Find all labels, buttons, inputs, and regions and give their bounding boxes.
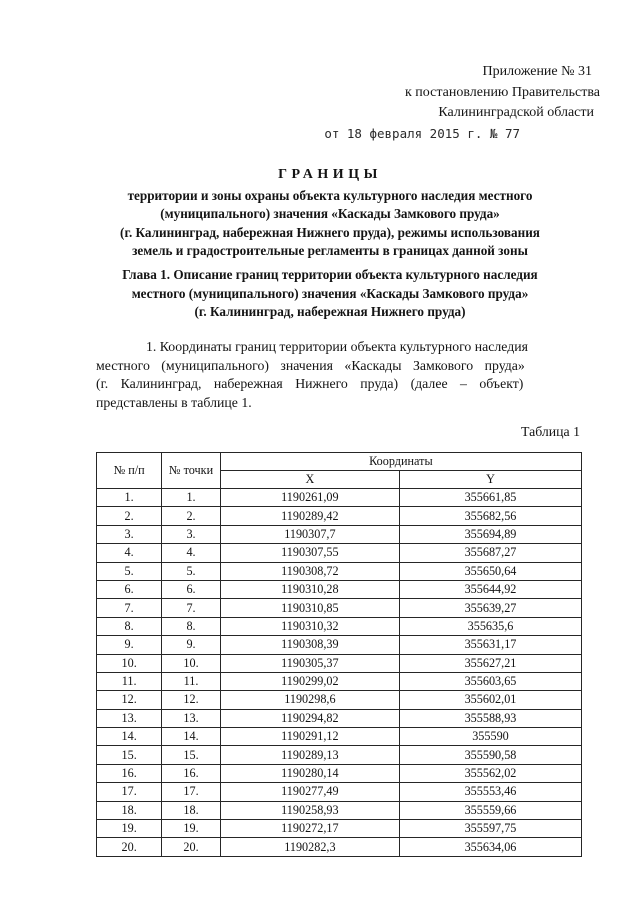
coord-y: 355631,17 [399,636,581,654]
table-row [97,525,582,543]
point-number: 7. [162,599,221,617]
coord-x: 1190305,37 [220,654,399,672]
table-row [97,636,582,654]
coord-y: 355562,02 [399,764,581,782]
row-number: 8. [97,617,162,635]
title-line: территории и зоны охраны объекта культурного наследия местного [127,187,533,203]
point-number: 8. [162,617,221,635]
header-point: № точки [162,453,221,489]
body-paragraph [96,338,582,412]
table-row [97,507,582,525]
coord-x: 1190308,72 [220,562,399,580]
point-number: 4. [162,544,221,562]
coord-x: 1190289,13 [220,746,399,764]
point-number: 10. [162,654,221,672]
header-num: № п/п [97,453,162,489]
chapter-line: местного (муниципального) значения «Каскады Замкового пруда» [131,285,529,301]
point-number: 11. [162,672,221,690]
title-line: (муниципального) значения «Каскады Замкового пруда» [160,206,500,221]
point-number: 19. [162,820,221,838]
table-row [97,672,582,690]
table-row [97,783,582,801]
coord-y: 355597,75 [399,820,581,838]
coord-x: 1190307,7 [220,525,399,543]
appendix-date-stamp: от 18 февраля 2015 г. № 77 [324,125,520,141]
table-row [97,617,582,635]
table-row [97,562,582,580]
appendix-resolution: к постановлению Правительства [404,84,600,100]
title-line: (г. Калининград, набережная Нижнего пруда), режимы использования [120,224,540,240]
coord-x: 1190282,3 [220,838,399,856]
coord-x: 1190280,14 [220,764,399,782]
header-coordinates: Координаты [220,453,581,471]
coord-y: 355635,6 [399,617,581,635]
coord-x: 1190308,39 [220,636,399,654]
coord-y: 355559,66 [399,801,581,819]
header-y: Y [399,471,581,489]
table-row [97,728,582,746]
row-number: 3. [97,525,162,543]
coord-x: 1190277,49 [220,783,399,801]
appendix-region: Калининградской области [438,105,594,120]
point-number: 5. [162,562,221,580]
table-row [97,544,582,562]
row-number: 14. [97,728,162,746]
coord-y: 355687,27 [399,544,581,562]
coord-x: 1190291,12 [220,728,399,746]
row-number: 16. [97,764,162,782]
paragraph-line: местного (муниципального) значения «Каскады Замкового пруда» [96,357,525,373]
point-number: 14. [162,728,221,746]
title-line: земель и градостроительные регламенты в границах данной зоны [132,243,528,258]
coordinates-table [96,452,582,857]
paragraph-line: 1. Координаты границ территории объекта культурного наследия [146,339,528,354]
coord-y: 355603,65 [399,672,581,690]
header-x: X [220,471,399,489]
row-number: 6. [97,580,162,598]
table-row [97,691,582,709]
point-number: 16. [162,764,221,782]
coord-y: 355588,93 [399,709,581,727]
appendix-header [300,62,600,144]
table-row [97,764,582,782]
chapter-heading [80,266,580,322]
row-number: 12. [97,691,162,709]
row-number: 10. [97,654,162,672]
row-number: 17. [97,783,162,801]
table-row [97,838,582,856]
table-row [97,599,582,617]
coord-y: 355627,21 [399,654,581,672]
row-number: 19. [97,820,162,838]
row-number: 9. [97,636,162,654]
coord-y: 355694,89 [399,525,581,543]
coord-x: 1190310,28 [220,580,399,598]
coord-x: 1190310,32 [220,617,399,635]
appendix-number: Приложение № 31 [482,64,592,79]
point-number: 9. [162,636,221,654]
table-body [97,489,582,857]
table-caption: Таблица 1 [520,424,580,439]
coord-y: 355590 [399,728,581,746]
row-number: 7. [97,599,162,617]
coord-x: 1190294,82 [220,709,399,727]
coord-x: 1190307,55 [220,544,399,562]
coord-x: 1190298,6 [220,691,399,709]
document-title [80,166,580,261]
coord-y: 355639,27 [399,599,581,617]
point-number: 2. [162,507,221,525]
point-number: 15. [162,746,221,764]
table-row [97,801,582,819]
table-row [97,746,582,764]
coord-x: 1190261,09 [220,489,399,507]
point-number: 17. [162,783,221,801]
coord-x: 1190258,93 [220,801,399,819]
row-number: 4. [97,544,162,562]
table-row [97,820,582,838]
row-number: 15. [97,746,162,764]
paragraph-line: представлены в таблице 1. [96,394,252,410]
point-number: 12. [162,691,221,709]
row-number: 18. [97,801,162,819]
row-number: 5. [97,562,162,580]
table-row [97,489,582,507]
row-number: 11. [97,672,162,690]
title-heading: ГРАНИЦЫ [278,167,382,182]
point-number: 20. [162,838,221,856]
chapter-line: Глава 1. Описание границ территории объекта культурного наследия [122,267,538,282]
coord-y: 355644,92 [399,580,581,598]
coord-y: 355590,58 [399,746,581,764]
coord-y: 355682,56 [399,507,581,525]
point-number: 13. [162,709,221,727]
coord-x: 1190289,42 [220,507,399,525]
table-row [97,709,582,727]
paragraph-line: (г. Калининград, набережная Нижнего пруда) (далее – объект) [96,376,524,391]
point-number: 1. [162,489,221,507]
point-number: 18. [162,801,221,819]
chapter-line: (г. Калининград, набережная Нижнего пруда) [194,304,466,319]
point-number: 3. [162,525,221,543]
row-number: 2. [97,507,162,525]
coord-x: 1190310,85 [220,599,399,617]
coord-x: 1190299,02 [220,672,399,690]
coord-y: 355650,64 [399,562,581,580]
coord-y: 355634,06 [399,838,581,856]
row-number: 1. [97,489,162,507]
coord-y: 355661,85 [399,489,581,507]
coord-y: 355602,01 [399,691,581,709]
table-row [97,654,582,672]
coord-y: 355553,46 [399,783,581,801]
table-row [97,580,582,598]
row-number: 20. [97,838,162,856]
point-number: 6. [162,580,221,598]
coord-x: 1190272,17 [220,820,399,838]
row-number: 13. [97,709,162,727]
